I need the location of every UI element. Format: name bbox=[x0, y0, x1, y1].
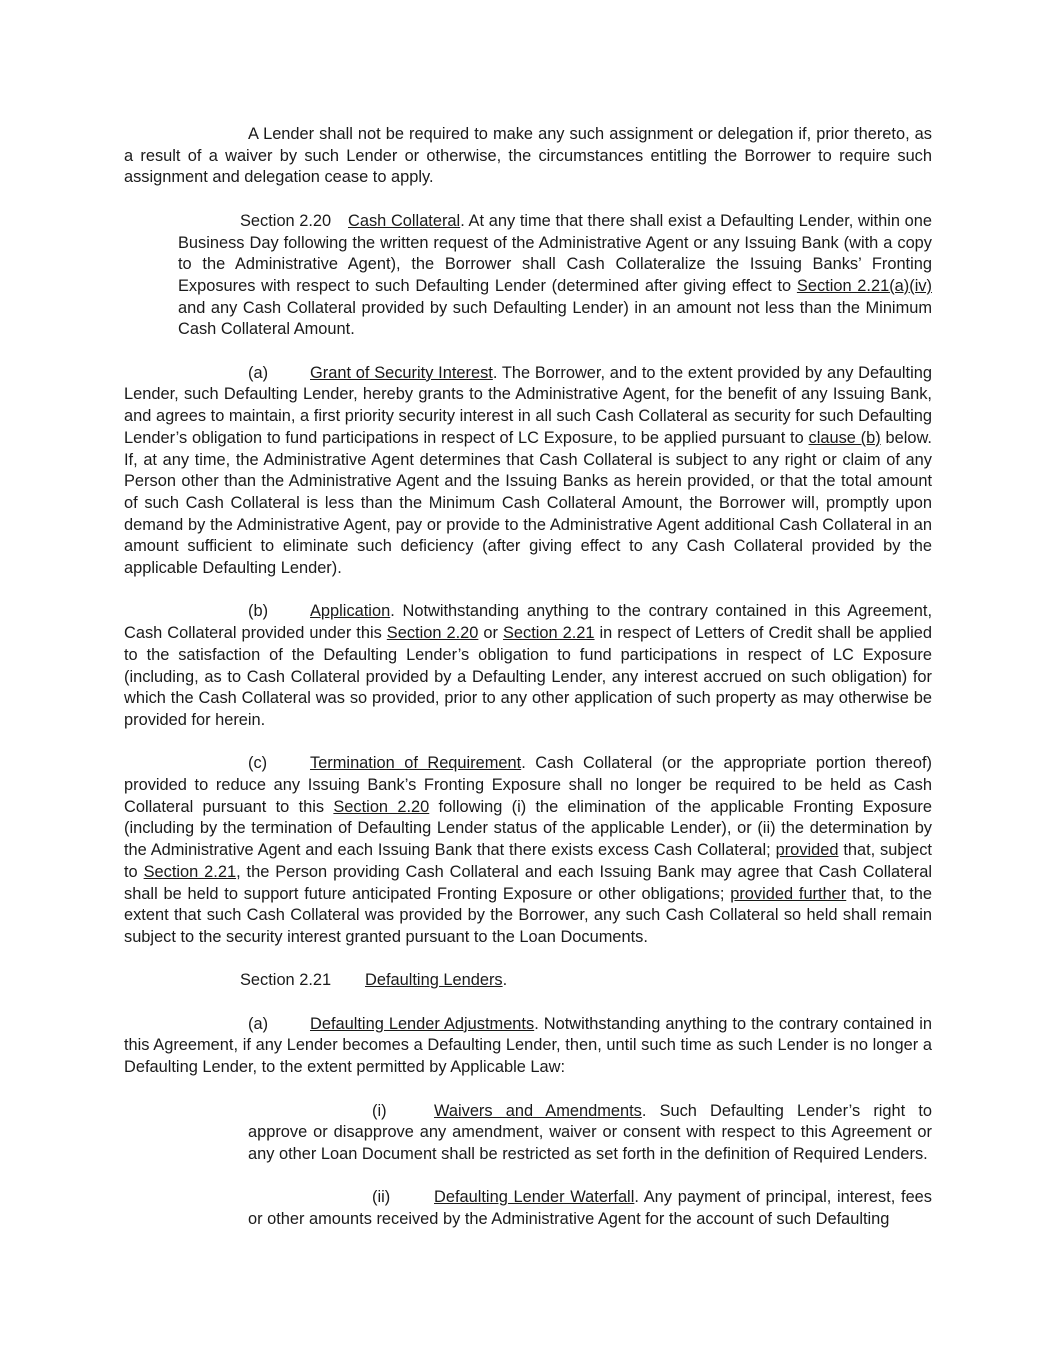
clause-a-title: Grant of Security Interest bbox=[310, 363, 493, 382]
section-2-21-heading bbox=[124, 970, 932, 992]
clause-b-ref2: Section 2.21 bbox=[502, 624, 595, 643]
clause-c-ref2: Section 2.21 bbox=[143, 862, 237, 881]
clause-c-text-d: , the Person providing Cash Collateral and each Issuing Bank may agree that Cash Collateral shall be held to support future anticipated Fronting Exposure or other obligations; bbox=[124, 862, 933, 903]
clause-21a-text: . Notwithstanding anything to the contrary contained in this Agreement, if any Lender becomes a Defaulting Lender, then, until such time as such Lender is no longer a Defaulting Lender, to the extent permitted by Applicable Law: bbox=[124, 1014, 933, 1077]
section-2-21-number: Section 2.21 bbox=[240, 971, 332, 990]
clause-21a-paragraph bbox=[124, 1014, 932, 1079]
clause-i-title: Waivers and Amendments bbox=[434, 1101, 642, 1120]
intro-text: A Lender shall not be required to make any such assignment or delegation if, prior thereto, as a result of a waiver by such Lender or otherwise, the circumstances entitling the Borrower to require such assignment and delegation cease to apply. bbox=[124, 125, 932, 187]
clause-c-text-e: that, to the extent that such Cash Collateral was provided by the Borrower, any such Cash Collateral so held shall remain subject to the security interest granted pursuant to the Loan Documents. bbox=[124, 884, 932, 946]
clause-ii-title: Defaulting Lender Waterfall bbox=[434, 1188, 635, 1207]
clause-b-text-b: or bbox=[478, 624, 503, 643]
clause-ii-label: (ii) bbox=[372, 1188, 391, 1207]
clause-i-text: . Such Defaulting Lender’s right to approve or disapprove any amendment, waiver or consent with respect to this Agreement or any other Loan Document shall be restricted as set forth in the definition of Required Lenders. bbox=[248, 1101, 933, 1163]
clause-c-text-a: . Cash Collateral (or the appropriate portion thereof) provided to reduce any Issuing Bank’s Fronting Exposure shall no longer be required to be held as Cash Collateral pursuant to this bbox=[124, 754, 932, 816]
section-2-21-title: Defaulting Lenders bbox=[365, 971, 503, 990]
clause-21a-label: (a) bbox=[248, 1014, 269, 1033]
clause-b-text-a: . Notwithstanding anything to the contrary contained in this Agreement, Cash Collateral provided under this bbox=[124, 602, 932, 643]
clause-a-ref: clause (b) bbox=[808, 428, 881, 447]
section-2-20-text-b: and any Cash Collateral provided by such Defaulting Lender) in an amount not less than the Minimum Cash Collateral Amount. bbox=[178, 298, 932, 339]
clause-ii-text: . Any payment of principal, interest, fees or other amounts received by the Administrative Agent for the account of such Defaulting bbox=[248, 1188, 932, 1229]
clause-c-paragraph bbox=[124, 753, 932, 948]
clause-b-label: (b) bbox=[248, 602, 269, 621]
section-2-20-text-a: . At any time that there shall exist a Defaulting Lender, within one Business Day following the written request of the Administrative Agent or any Issuing Bank (with a copy to the Administrative Agent), the Borrower shall Cash Collateralize the Issuing Banks’ Fronting Exposures with respect to such Defaulting Lender (determined after giving effect to bbox=[178, 211, 932, 295]
clause-c-text-b: following (i) the elimination of the applicable Fronting Exposure (including by the termination of Defaulting Lender status of the applicable Lender), or (ii) the determination by the Administrative Agent and each Issuing Bank that there exists excess Cash Collateral; bbox=[124, 797, 932, 860]
clause-b-text-c: in respect of Letters of Credit shall be applied to the satisfaction of the Defaulting Lender’s obligation to fund participations in respect of LC Exposure (including, as to Cash Collateral provided by a Defaulting Lender, any interest accrued on such obligation) for which the Cash Collateral was so provided, prior to any other application of such property as may otherwise be provided for herein. bbox=[124, 624, 933, 729]
intro-paragraph bbox=[124, 124, 932, 189]
section-2-20-paragraph bbox=[178, 211, 932, 341]
clause-c-label: (c) bbox=[248, 754, 268, 773]
clause-a-label: (a) bbox=[248, 363, 269, 382]
clause-c-provided2: provided further bbox=[730, 884, 847, 903]
clause-c-title: Termination of Requirement bbox=[310, 754, 522, 773]
clause-c-text-c: that, subject to bbox=[124, 841, 932, 881]
clause-ii-paragraph bbox=[248, 1187, 932, 1230]
document-page bbox=[124, 124, 932, 1231]
section-2-20-title: Cash Collateral bbox=[348, 211, 461, 230]
clause-c-ref1: Section 2.20 bbox=[333, 797, 430, 816]
section-2-20-number: Section 2.20 bbox=[240, 211, 332, 230]
clause-a-paragraph bbox=[124, 363, 932, 580]
clause-c-provided1: provided bbox=[775, 841, 839, 860]
clause-b-ref1: Section 2.20 bbox=[386, 624, 479, 643]
clause-a-text-a: . The Borrower, and to the extent provided by any Defaulting Lender, such Defaulting Lender, hereby grants to the Administrative Agent, for the benefit of any Issuing Bank, and agrees to maintain, a first priority security interest in all such Cash Collateral as security for such Defaulting Lender’s obligation to fund participations in respect of LC Exposure, to be applied pursuant to bbox=[124, 363, 932, 447]
section-2-20-ref: Section 2.21(a)(iv) bbox=[796, 276, 932, 295]
clause-b-paragraph bbox=[124, 601, 932, 731]
clause-21a-title: Defaulting Lender Adjustments bbox=[310, 1014, 535, 1033]
clause-i-paragraph bbox=[248, 1101, 932, 1166]
clause-i-label: (i) bbox=[372, 1101, 387, 1120]
clause-b-title: Application bbox=[310, 602, 391, 621]
clause-a-text-b: below. If, at any time, the Administrative Agent determines that Cash Collateral is subject to any right or claim of any Person other than the Administrative Agent and the Issuing Banks as herein provided, or that the total amount of such Cash Collateral is less than the Minimum Cash Collateral Amount, the Borrower will, promptly upon demand by the Administrative Agent, pay or provide to the Administrative Agent additional Cash Collateral in an amount sufficient to eliminate such deficiency (after giving effect to any Cash Collateral provided by the applicable Defaulting Lender). bbox=[124, 428, 932, 578]
section-2-21-suffix: . bbox=[502, 971, 508, 990]
